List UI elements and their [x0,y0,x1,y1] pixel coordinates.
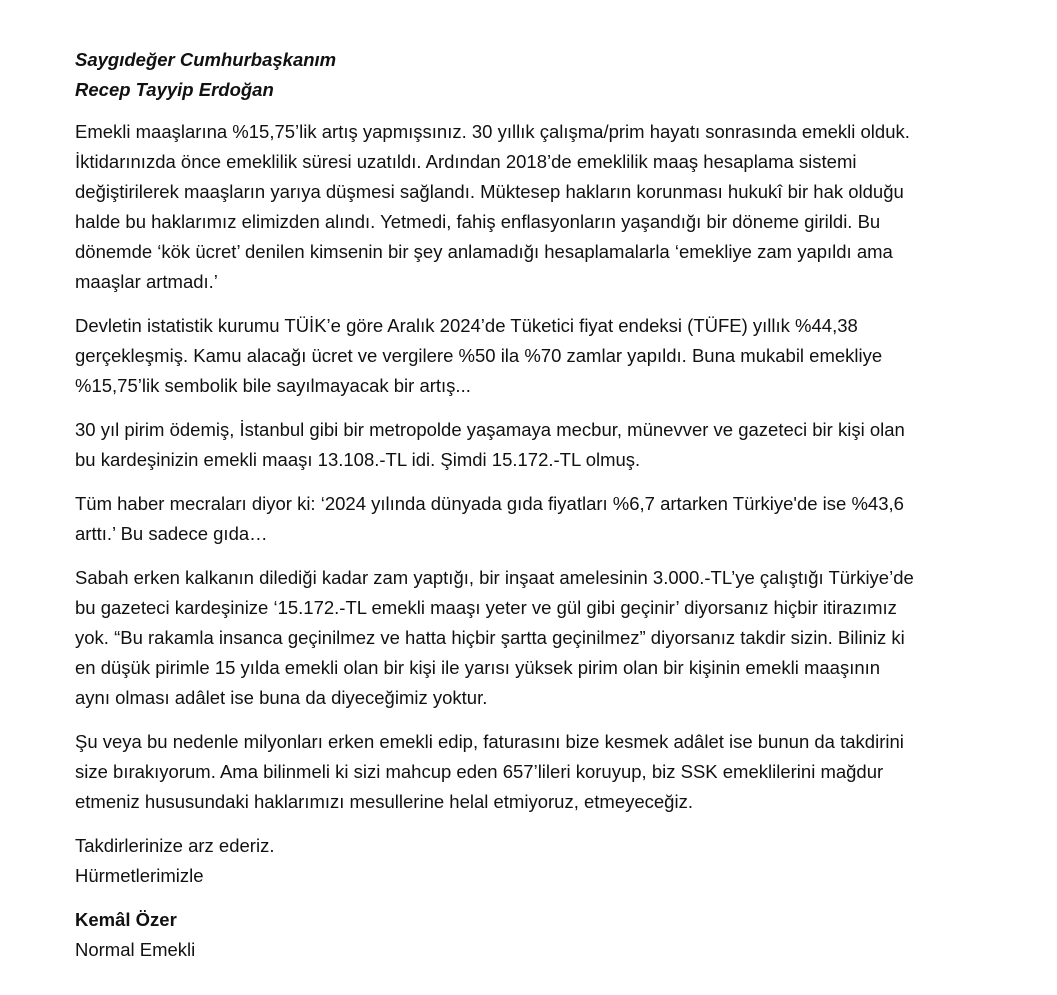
salutation [75,45,985,105]
paragraph-line: Emekli maaşlarına %15,75’lik artış yapmışsınız. 30 yıllık çalışma/prim hayatı sonrasında emekli olduk. [75,121,910,142]
paragraph-line: halde bu haklarımız elimizden alındı. Yetmedi, fahiş enflasyonların yaşandığı bir döneme girildi. Bu [75,211,881,232]
paragraph-line: 30 yıl pirim ödemiş, İstanbul gibi bir metropolde yaşamaya mecbur, münevver ve gazeteci bir kişi olan [75,419,905,440]
paragraph-line: yok. “Bu rakamla insanca geçinilmez ve hatta hiçbir şartta geçinilmez” diyorsanız takdir sizin. Biliniz ki [75,627,905,648]
paragraph-5 [75,563,985,713]
salutation-line-1: Saygıdeğer Cumhurbaşkanım [75,49,337,70]
salutation-line-2: Recep Tayyip Erdoğan [75,79,274,100]
paragraph-line: bu kardeşinizin emekli maaşı 13.108.-TL idi. Şimdi 15.172.-TL olmuş. [75,449,641,470]
paragraph-6 [75,727,985,817]
letter-document [75,45,985,965]
signature-title: Normal Emekli [75,939,196,960]
paragraph-line: bu gazeteci kardeşinize ‘15.172.-TL emekli maaşı yeter ve gül gibi geçinir’ diyorsanız hiçbir itirazımız [75,597,897,618]
paragraph-line: Sabah erken kalkanın dilediği kadar zam yaptığı, bir inşaat amelesinin 3.000.-TL’ye çalıştığı Türkiye’de [75,567,914,588]
paragraph-line: Devletin istatistik kurumu TÜİK’e göre Aralık 2024’de Tüketici fiyat endeksi (TÜFE) yıllık %44,38 [75,315,858,336]
paragraph-line: Tüm haber mecraları diyor ki: ‘2024 yılında dünyada gıda fiyatları %6,7 artarken Türkiye'de ise %43,6 [75,493,904,514]
paragraph-1 [75,117,985,297]
paragraph-4 [75,489,985,549]
paragraph-line: en düşük pirimle 15 yılda emekli olan bir kişi ile yarısı yüksek pirim olan bir kişinin emekli maaşının [75,657,881,678]
paragraph-line: dönemde ‘kök ücret’ denilen kimsenin bir şey anlamadığı hesaplamalarla ‘emekliye zam yapıldı ama [75,241,893,262]
paragraph-line: İktidarınızda önce emeklilik süresi uzatıldı. Ardından 2018’de emeklilik maaş hesaplama sistemi [75,151,857,172]
closing [75,831,985,891]
paragraph-line: %15,75’lik sembolik bile sayılmayacak bir artış... [75,375,471,396]
paragraph-line: maaşlar artmadı.’ [75,271,218,292]
signature-name: Kemâl Özer [75,909,177,930]
paragraph-line: etmeniz hususundaki haklarımızı mesullerine helal etmiyoruz, etmeyeceğiz. [75,791,693,812]
paragraph-line: size bırakıyorum. Ama bilinmeli ki sizi mahcup eden 657’lileri koruyup, biz SSK emeklilerini mağdur [75,761,884,782]
closing-line-2: Hürmetlerimizle [75,865,204,886]
paragraph-line: arttı.’ Bu sadece gıda… [75,523,268,544]
paragraph-line: aynı olması adâlet ise buna da diyeceğimiz yoktur. [75,687,488,708]
paragraph-3 [75,415,985,475]
paragraph-line: gerçekleşmiş. Kamu alacağı ücret ve vergilere %50 ila %70 zamlar yapıldı. Buna mukabil emekliye [75,345,883,366]
paragraph-line: Şu veya bu nedenle milyonları erken emekli edip, faturasını bize kesmek adâlet ise bunun da takdirini [75,731,904,752]
signature [75,905,985,965]
closing-line-1: Takdirlerinize arz ederiz. [75,835,275,856]
paragraph-2 [75,311,985,401]
paragraph-line: değiştirilerek maaşların yarıya düşmesi sağlandı. Müktesep hakların korunması hukukî bir hak olduğu [75,181,904,202]
